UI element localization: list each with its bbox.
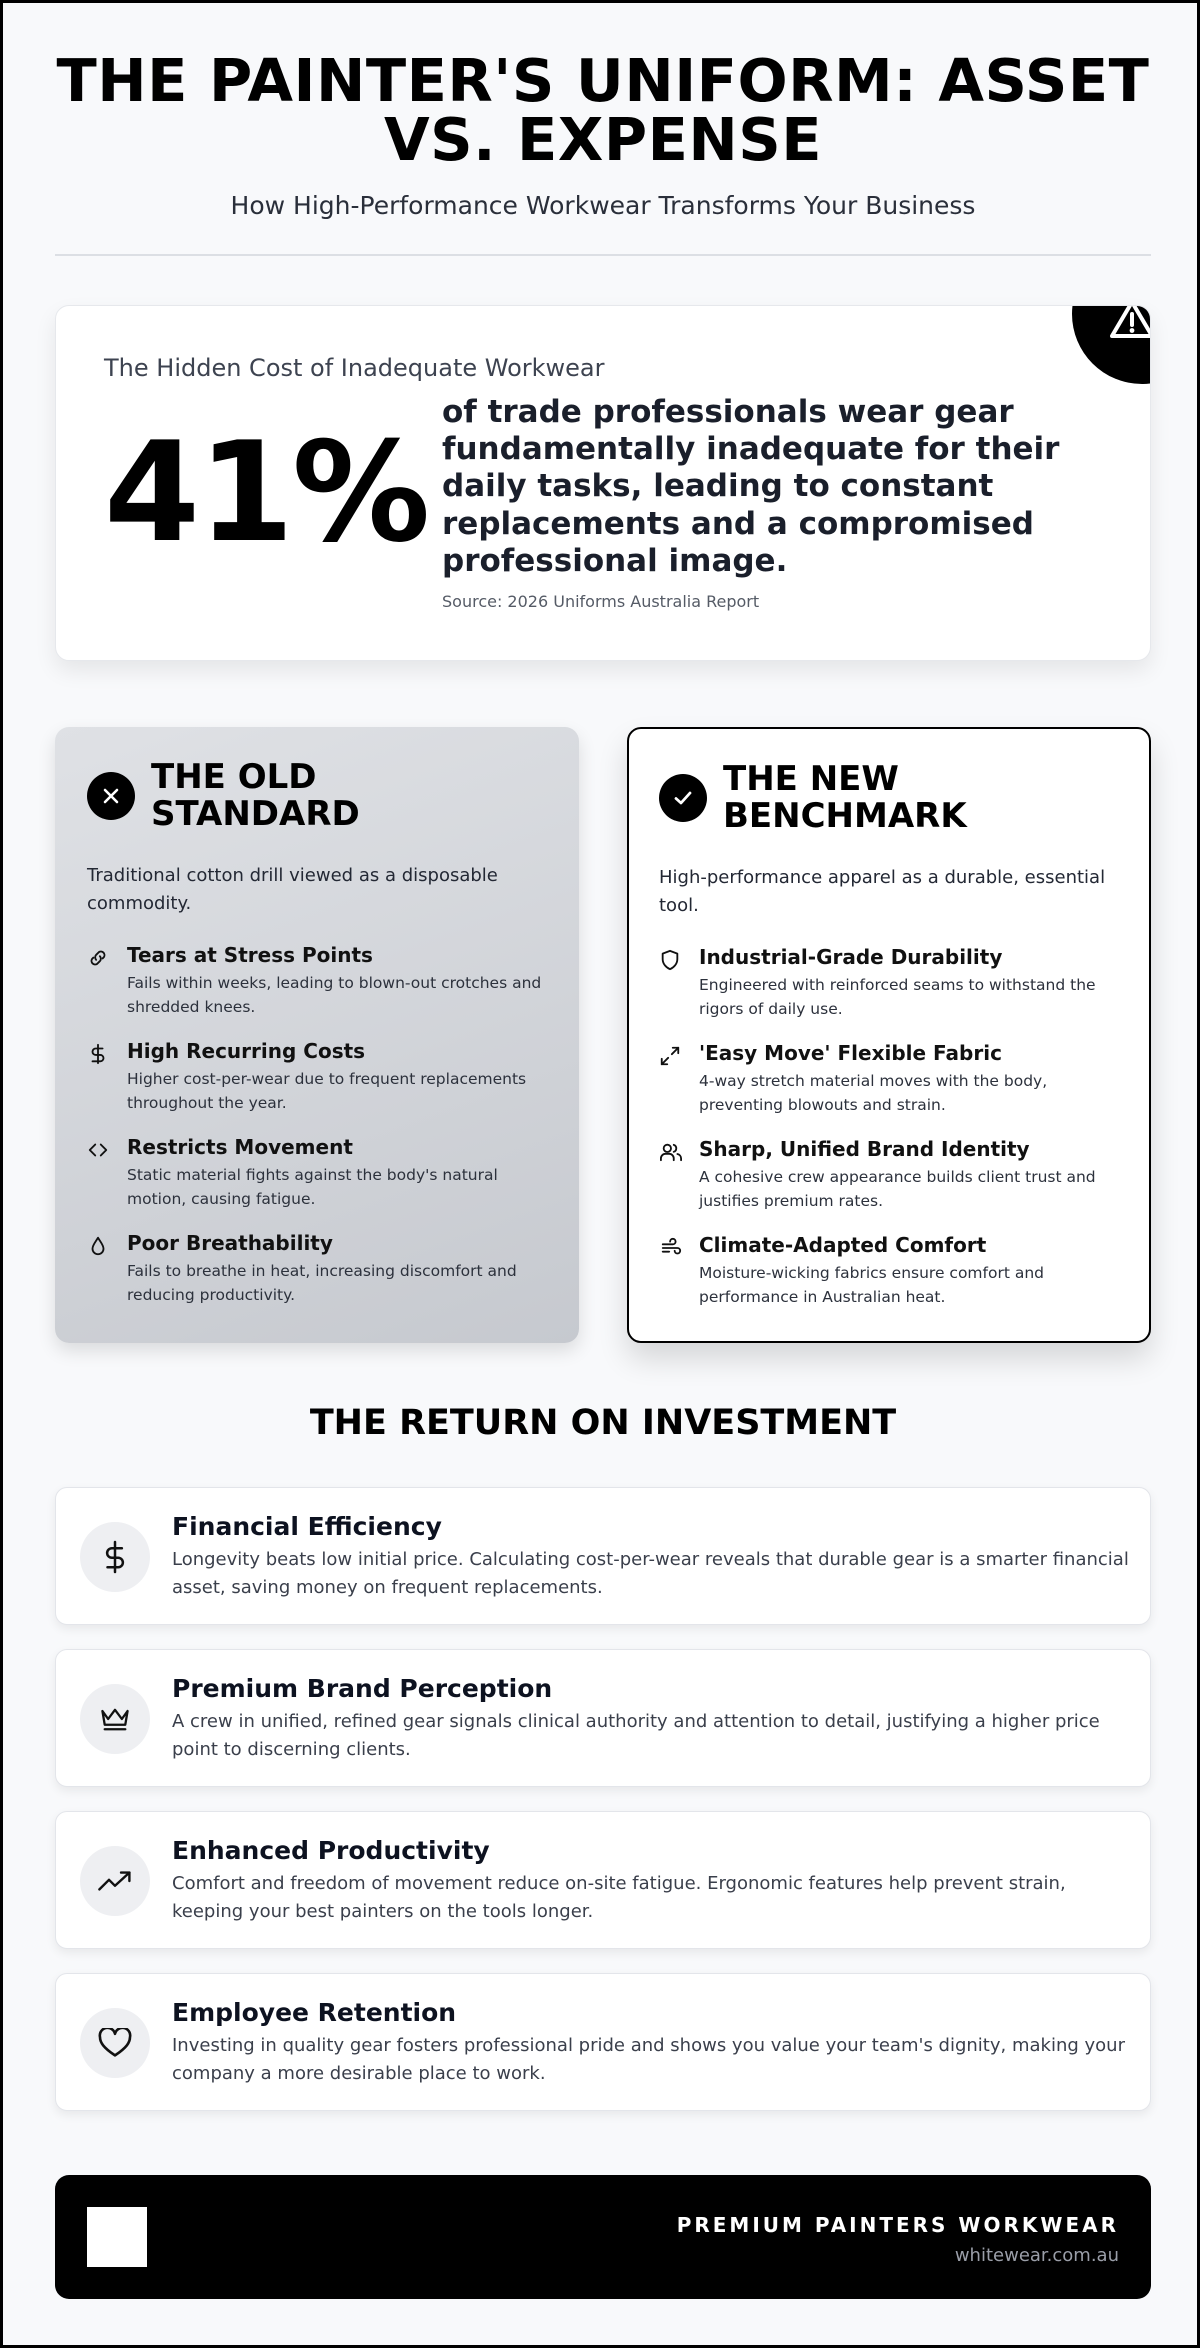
list-item bbox=[659, 1137, 1129, 1233]
roi-card-brand bbox=[55, 1649, 1151, 1787]
list-item bbox=[87, 1039, 557, 1135]
old-standard-card bbox=[55, 727, 579, 1343]
page-title: THE PAINTER'S UNIFORM: ASSET VS. EXPENSE bbox=[56, 46, 1150, 174]
trending-up-icon bbox=[97, 1868, 133, 1894]
old-standard-list bbox=[87, 943, 557, 1327]
shield-icon bbox=[659, 949, 681, 971]
check-circle-icon bbox=[659, 774, 707, 822]
code-brackets-icon bbox=[87, 1139, 109, 1161]
item-title: High Recurring Costs bbox=[127, 1039, 366, 1063]
roi-card-title: Premium Brand Perception bbox=[172, 1674, 553, 1703]
item-desc: Engineered with reinforced seams to withstand the rigors of daily use. bbox=[699, 976, 1096, 1019]
footer-brand: PREMIUM PAINTERS WORKWEAR bbox=[676, 2213, 1119, 2237]
header-divider bbox=[55, 254, 1151, 256]
roi-card-desc: Comfort and freedom of movement reduce on-site fatigue. Ergonomic features help prevent strain, keeping your best painters on the tools longer. bbox=[172, 1873, 1066, 1922]
item-desc: Fails to breathe in heat, increasing discomfort and reducing productivity. bbox=[127, 1262, 517, 1305]
roi-card-title: Enhanced Productivity bbox=[172, 1836, 490, 1865]
list-item bbox=[659, 1041, 1129, 1137]
dollar-icon bbox=[87, 1043, 109, 1065]
brand-logo bbox=[87, 2207, 147, 2267]
users-icon bbox=[659, 1141, 683, 1163]
item-title: 'Easy Move' Flexible Fabric bbox=[699, 1041, 1002, 1065]
item-desc: Higher cost-per-wear due to frequent replacements throughout the year. bbox=[127, 1070, 527, 1113]
new-benchmark-title: THE NEW BENCHMARK bbox=[723, 759, 967, 837]
old-standard-header bbox=[87, 759, 531, 834]
dollar-icon bbox=[100, 1540, 130, 1574]
roi-card-title: Financial Efficiency bbox=[172, 1512, 442, 1541]
broken-link-icon bbox=[87, 947, 109, 969]
item-desc: Fails within weeks, leading to blown-out crotches and shredded knees. bbox=[127, 974, 542, 1017]
droplet-icon bbox=[87, 1235, 109, 1257]
list-item bbox=[659, 945, 1129, 1041]
item-desc: 4-way stretch material moves with the body, preventing blowouts and strain. bbox=[699, 1072, 1048, 1115]
roi-card-retention bbox=[55, 1973, 1151, 2111]
stat-kicker: The Hidden Cost of Inadequate Workwear bbox=[104, 354, 605, 382]
item-desc: Moisture-wicking fabrics ensure comfort and performance in Australian heat. bbox=[699, 1264, 1045, 1307]
item-desc: A cohesive crew appearance builds client trust and justifies premium rates. bbox=[699, 1168, 1096, 1211]
stat-text: of trade professionals wear gear fundamentally inadequate for their daily tasks, leading to constant replacements and a compromised professional image. bbox=[442, 394, 1060, 579]
new-benchmark-header bbox=[661, 761, 1103, 836]
heart-icon bbox=[98, 2028, 132, 2058]
item-title: Climate-Adapted Comfort bbox=[699, 1233, 987, 1257]
new-benchmark-card bbox=[627, 727, 1151, 1343]
roi-card-desc: Longevity beats low initial price. Calculating cost-per-wear reveals that durable gear is a smarter financial asset, saving money on frequent replacements. bbox=[172, 1549, 1129, 1598]
stat-value: 41% bbox=[104, 412, 429, 573]
alert-triangle-icon bbox=[1109, 305, 1151, 339]
roi-card-productivity bbox=[55, 1811, 1151, 1949]
list-item bbox=[87, 1135, 557, 1231]
footer bbox=[55, 2175, 1151, 2299]
stat-card bbox=[55, 305, 1151, 661]
wind-icon bbox=[659, 1237, 683, 1259]
old-standard-intro: Traditional cotton drill viewed as a disposable commodity. bbox=[87, 865, 498, 914]
new-benchmark-list bbox=[659, 945, 1129, 1329]
stat-source: Source: 2026 Uniforms Australia Report bbox=[442, 592, 760, 611]
item-title: Tears at Stress Points bbox=[127, 943, 373, 967]
roi-card-desc: A crew in unified, refined gear signals clinical authority and attention to detail, justifying a higher price point to discerning clients. bbox=[172, 1711, 1100, 1760]
list-item bbox=[87, 1231, 557, 1327]
roi-card-desc: Investing in quality gear fosters professional pride and shows you value your team's dignity, making your company a more desirable place to work. bbox=[172, 2035, 1125, 2084]
list-item bbox=[659, 1233, 1129, 1329]
alert-badge bbox=[1072, 305, 1151, 384]
item-title: Restricts Movement bbox=[127, 1135, 353, 1159]
item-desc: Static material fights against the body's natural motion, causing fatigue. bbox=[127, 1166, 498, 1209]
roi-card-title: Employee Retention bbox=[172, 1998, 457, 2027]
new-benchmark-intro: High-performance apparel as a durable, essential tool. bbox=[659, 867, 1106, 916]
crown-icon bbox=[99, 1705, 131, 1733]
roi-card-financial bbox=[55, 1487, 1151, 1625]
item-title: Industrial-Grade Durability bbox=[699, 945, 1003, 969]
list-item bbox=[87, 943, 557, 1039]
item-title: Poor Breathability bbox=[127, 1231, 333, 1255]
page-subtitle: How High-Performance Workwear Transforms Your Business bbox=[230, 191, 976, 220]
expand-arrows-icon bbox=[659, 1045, 681, 1067]
footer-url-link[interactable]: whitewear.com.au bbox=[954, 2245, 1119, 2266]
x-circle-icon bbox=[87, 772, 135, 820]
old-standard-title: THE OLD STANDARD bbox=[151, 757, 360, 835]
roi-title: THE RETURN ON INVESTMENT bbox=[309, 1403, 897, 1443]
item-title: Sharp, Unified Brand Identity bbox=[699, 1137, 1030, 1161]
page-header bbox=[55, 46, 1151, 220]
